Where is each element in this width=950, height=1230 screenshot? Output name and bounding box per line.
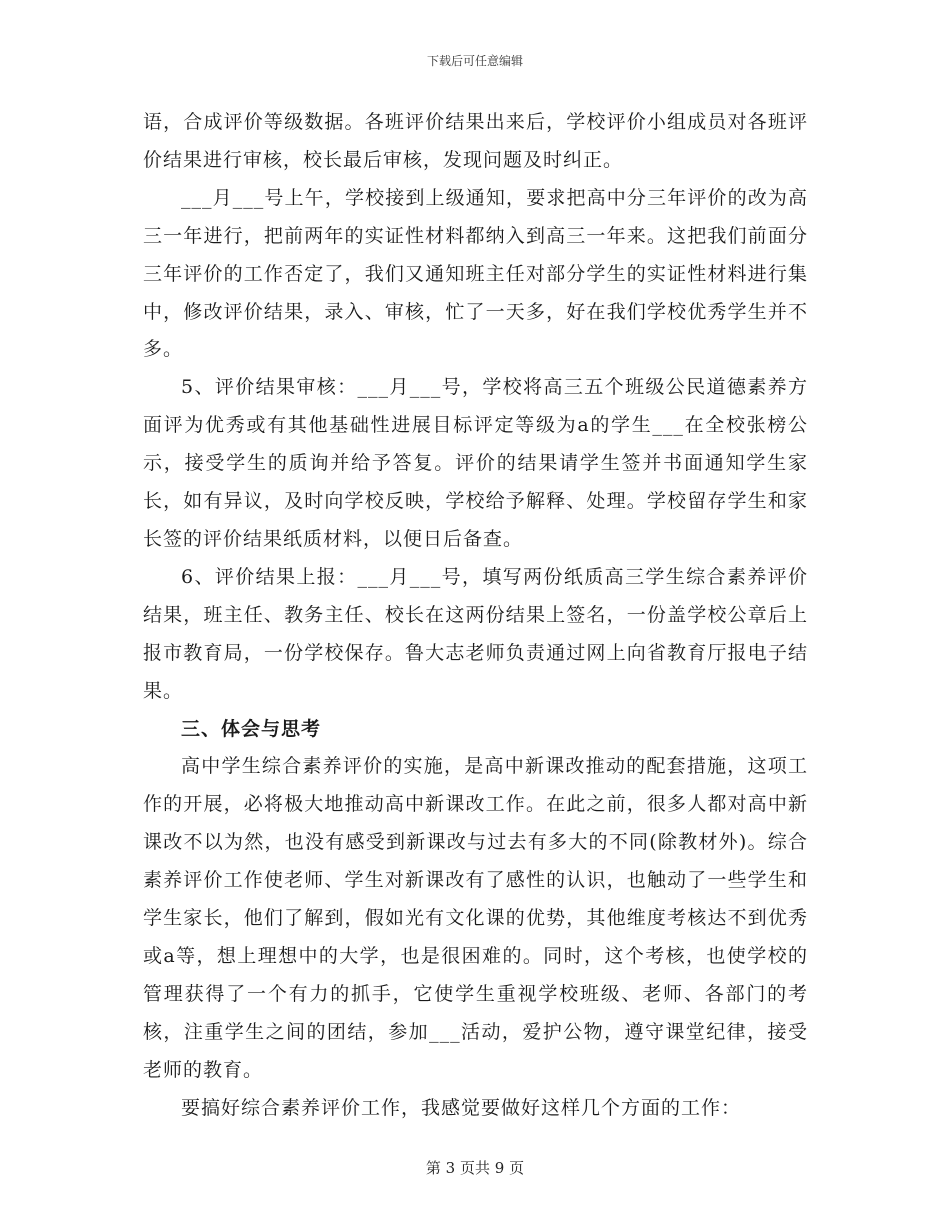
section-heading: 三、体会与思考 [181, 717, 322, 740]
page-header: 下载后可任意编辑 [426, 54, 523, 68]
paragraph-notice: ___月___号上午，学校接到上级通知，要求把高中分三年评价的改为高三一年进行，把前两年的实证性材料都纳入到高三一年来。这把我们前面分三年评价的工作否定了，我们又通知班主任对部分学生的实证性材料进行集中，修改评价结果，录入、审核，忙了一天多，好在我们学校优秀学生并不多。 [143, 186, 808, 361]
page-footer: 第 3 页共 9 页 [425, 1159, 525, 1177]
paragraph-tasks-intro: 要搞好综合素养评价工作，我感觉要做好这样几个方面的工作： [181, 1096, 742, 1119]
document-body [143, 104, 808, 1127]
paragraph-reflection: 高中学生综合素养评价的实施，是高中新课改推动的配套措施，这项工作的开展，必将极大地推动高中新课改工作。在此之前，很多人都对高中新课改不以为然，也没有感受到新课改与过去有多大的不同(除教材外)。综合素养评价工作使老师、学生对新课改有了感性的认识，也触动了一些学生和学生家长，他们了解到，假如光有文化课的优势，其他维度考核达不到优秀或a等，想上理想中的大学，也是很困难的。同时，这个考核，也使学校的管理获得了一个有力的抓手，它使学生重视学校班级、老师、各部门的考核，注重学生之间的团结，参加___活动，爱护公物，遵守课堂纪律，接受老师的教育。 [143, 755, 808, 1081]
paragraph-continuation: 语，合成评价等级数据。各班评价结果出来后，学校评价小组成员对各班评价结果进行审核，校长最后审核，发现问题及时纠正。 [143, 111, 808, 171]
paragraph-result-review: 5、评价结果审核：___月___号，学校将高三五个班级公民道德素养方面评为优秀或有其他基础性进展目标评定等级为a的学生___在全校张榜公示，接受学生的质询并给予答复。评价的结果请学生签并书面通知学生家长，如有异议，及时向学校反映，学校给予解释、处理。学校留存学生和家长签的评价结果纸质材料，以便日后备查。 [143, 376, 808, 550]
paragraph-result-report: 6、评价结果上报：___月___号，填写两份纸质高三学生综合素养评价结果，班主任、教务主任、校长在这两份结果上签名，一份盖学校公章后上报市教育局，一份学校保存。鲁大志老师负责通过网上向省教育厅报电子结果。 [143, 565, 808, 702]
